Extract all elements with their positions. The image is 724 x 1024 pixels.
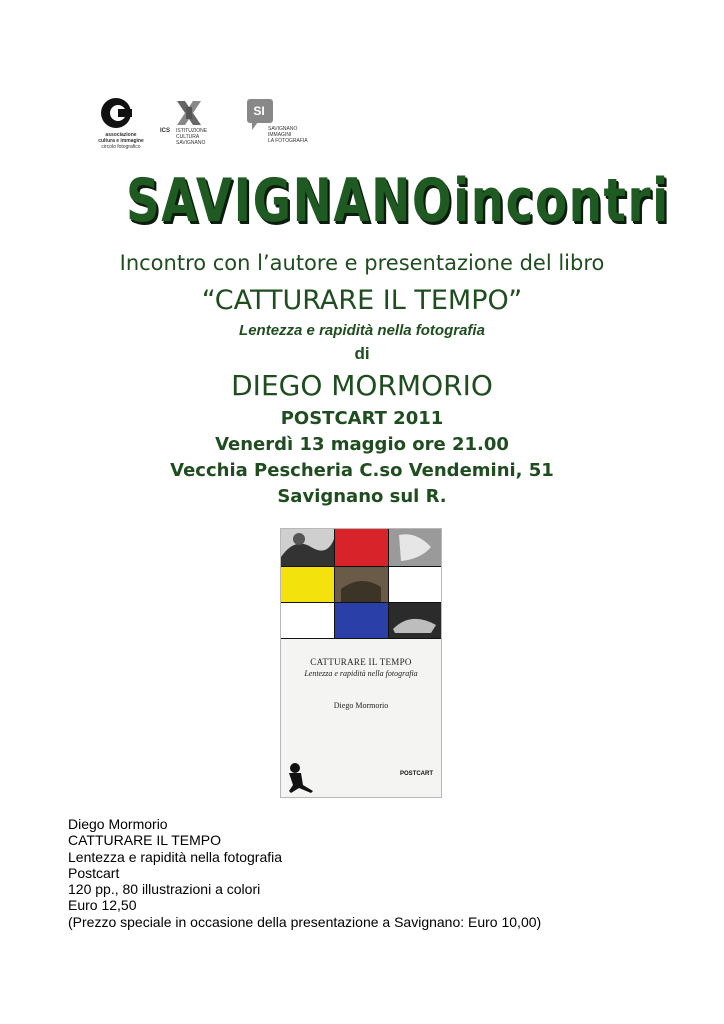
by-label: di: [354, 344, 370, 363]
detail-line: 120 pp., 80 illustrazioni a colori: [68, 881, 261, 898]
book-subtitle: Lentezza e rapidità nella fotografia: [239, 322, 485, 339]
cover-mosaic: [281, 529, 442, 639]
child-silhouette-icon: [283, 761, 317, 795]
logo-caption-line: IMMAGINI: [268, 132, 292, 138]
city-line: Savignano sul R.: [277, 486, 447, 507]
ics-logo: [160, 96, 230, 152]
book-cover-image: [280, 528, 442, 798]
detail-line: (Prezzo speciale in occasione della presentazione a Savignano: Euro 10,00): [68, 913, 542, 930]
book-title: “CATTURARE IL TEMPO”: [201, 285, 523, 316]
logo-row: [90, 96, 320, 152]
cover-title: CATTURARE IL TEMPO: [310, 657, 412, 667]
masthead-incontri: incontri: [453, 166, 670, 236]
cross-icon: [174, 98, 204, 128]
logo-caption-line: ISTITUZIONE: [176, 128, 208, 134]
logo-caption-line: cultura e immagine: [98, 138, 144, 144]
si-label: SI: [253, 104, 265, 118]
logo-caption-line: LA FOTOGRAFIA: [268, 138, 308, 144]
cover-author: Diego Mormorio: [333, 701, 389, 710]
ics-label: ICS: [160, 128, 171, 134]
logo-caption-line: circolo fotografico: [101, 144, 141, 150]
logo-caption-line: SAVIGNANO: [268, 126, 298, 132]
detail-line: Lentezza e rapidità nella fotografia: [68, 848, 283, 865]
masthead-savignano: SAVIGNANO: [126, 166, 454, 236]
detail-line: Euro 12,50: [68, 897, 137, 914]
detail-line: Diego Mormorio: [68, 816, 168, 832]
intro-line: Incontro con l’autore e presentazione del libro: [119, 251, 605, 275]
detail-line: CATTURARE IL TEMPO: [68, 832, 221, 849]
cover-publisher: POSTCART: [400, 771, 433, 777]
camera-c-icon: [96, 96, 136, 130]
cover-subtitle: Lentezza e rapidità nella fotografia: [304, 669, 418, 678]
logo-caption-line: CULTURA: [176, 134, 200, 140]
venue-line: Vecchia Pescheria C.so Vendemini, 51: [170, 460, 554, 481]
logo-caption-line: SAVIGNANO: [176, 140, 206, 146]
masthead-title: [126, 164, 670, 238]
date-line: Venerdì 13 maggio ore 21.00: [215, 434, 509, 455]
publisher-line: POSTCART 2011: [280, 408, 444, 429]
book-details: [68, 816, 668, 930]
si-logo: [242, 96, 312, 152]
detail-line: Postcart: [68, 864, 120, 881]
logo-caption-line: associazione: [105, 132, 137, 138]
associazione-logo: [90, 96, 154, 152]
author-name: DIEGO MORMORIO: [231, 369, 493, 402]
